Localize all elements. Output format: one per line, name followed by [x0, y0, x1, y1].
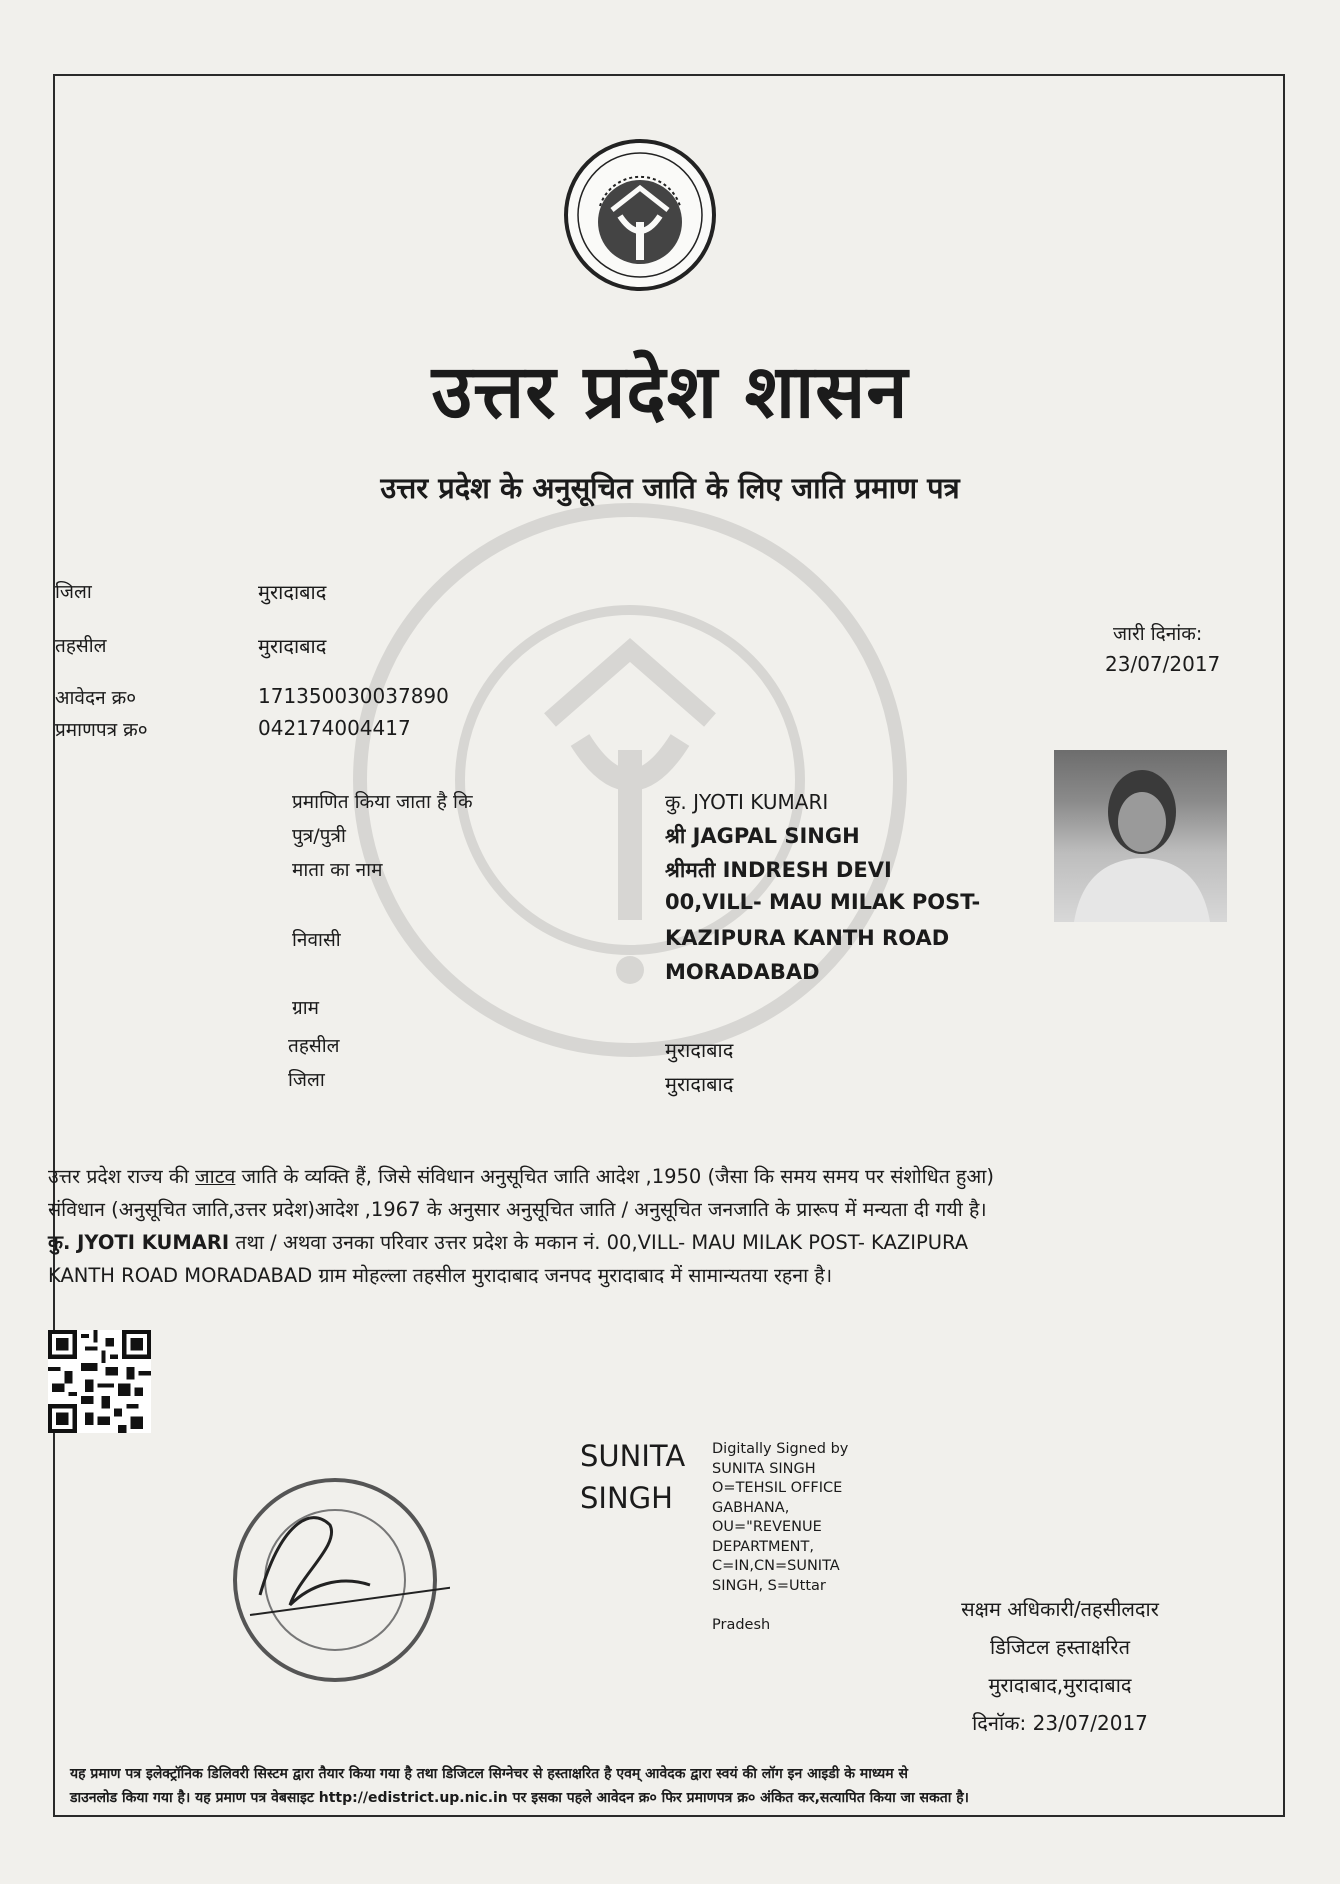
issue-date-label: जारी दिनांक: [1113, 623, 1203, 645]
person-tehsil-label: तहसील [288, 1035, 340, 1057]
signer-name: SUNITA SINGH [580, 1439, 686, 1515]
person-district-value: मुरादाबाद [665, 1072, 734, 1096]
authority-block [925, 1590, 1195, 1742]
tehsil-value: मुरादाबाद [258, 634, 327, 658]
certified-label: प्रमाणित किया जाता है कि [292, 791, 473, 813]
district-value: मुरादाबाद [258, 580, 327, 604]
certificate-no-value: 042174004417 [258, 716, 411, 740]
footer-note: यह प्रमाण पत्र इलेक्ट्रॉनिक डिलिवरी सिस्टम द्वारा तैयार किया गया है तथा डिजिटल सिग्नेचर से हस्ताक्षरित है एवम् आवेदक द्वारा स्वयं की लॉग इन आइडी के माध्यम से डाउनलोड किया गया है। यह प्रमाण पत्र वेबसाइट http://edistrict.up.nic.in पर इसका पहले आवेदन क्र० फिर प्रमाणपत्र क्र० अंकित कर,सत्यापित किया जा सकता है। [70, 1766, 969, 1806]
person-district-label: जिला [288, 1069, 325, 1091]
body-line-4: KANTH ROAD MORADABAD ग्राम मोहल्ला तहसील मुरादाबाद जनपद मुरादाबाद में सामान्यतया रहना है। [48, 1264, 833, 1287]
resident-label: निवासी [292, 929, 341, 951]
authority-title: सक्षम अधिकारी/तहसीलदार [961, 1597, 1159, 1621]
body-line-1: उत्तर प्रदेश राज्य की जाटव जाति के व्यक्ति हैं, जिसे संविधान अनुसूचित जाति आदेश ,1950 (जैसा कि समय समय पर संशोधित हुआ) [48, 1165, 994, 1188]
father-name: श्री JAGPAL SINGH [665, 824, 860, 848]
applicant-name: कु. JYOTI KUMARI [665, 790, 829, 814]
son-daughter-label: पुत्र/पुत्री [292, 825, 346, 847]
caste-name: जाटव [195, 1165, 236, 1188]
body-line-2: संविधान (अनुसूचित जाति,उत्तर प्रदेश)आदेश ,1967 के अनुसार अनुसूचित जाति / अनुसूचित जनजाति के प्रारूप में मन्यता दी गयी है। [48, 1198, 987, 1221]
applicant-photo [1054, 750, 1227, 922]
document-subtitle: उत्तर प्रदेश के अनुसूचित जाति के लिए जाति प्रमाण पत्र [380, 471, 960, 505]
document-title: उत्तर प्रदेश शासन [431, 349, 909, 435]
address-line-1: 00,VILL- MAU MILAK POST- [665, 890, 981, 914]
citizen-service-stamp [220, 1465, 450, 1695]
authority-date: दिनॉक: 23/07/2017 [972, 1711, 1148, 1735]
district-label: जिला [55, 581, 92, 603]
up-government-emblem [560, 130, 720, 300]
address-line-2: KAZIPURA KANTH ROAD [665, 926, 950, 950]
mother-name-label: माता का नाम [292, 859, 383, 881]
tehsil-label: तहसील [55, 635, 107, 657]
address-line-3: MORADABAD [665, 960, 820, 984]
body-applicant-name: कु. JYOTI KUMARI [48, 1231, 230, 1254]
application-no-label: आवेदन क्र० [55, 687, 137, 709]
watermark-emblem [350, 500, 910, 1060]
issue-date-value: 23/07/2017 [1105, 652, 1221, 676]
body-line-3: कु. JYOTI KUMARI तथा / अथवा उनका परिवार उत्तर प्रदेश के मकान नं. 00,VILL- MAU MILAK POST- KAZIPURA [48, 1231, 969, 1254]
village-label: ग्राम [292, 997, 319, 1019]
qr-code [48, 1330, 151, 1433]
authority-location: मुरादाबाद,मुरादाबाद [988, 1673, 1132, 1697]
digitally-signed-label: डिजिटल हस्ताक्षरित [990, 1635, 1130, 1659]
mother-name: श्रीमती INDRESH DEVI [665, 858, 892, 882]
certificate-no-label: प्रमाणपत्र क्र० [55, 719, 148, 741]
person-tehsil-value: मुरादाबाद [665, 1038, 734, 1062]
digital-signature-details: Digitally Signed by SUNITA SINGH O=TEHSIL OFFICE GABHANA, OU="REVENUE DEPARTMENT, C=IN,CN=SUNITA SINGH, S=Uttar Pradesh [712, 1441, 849, 1633]
certificate-body [48, 1160, 1213, 1292]
application-no-value: 171350030037890 [258, 684, 449, 708]
